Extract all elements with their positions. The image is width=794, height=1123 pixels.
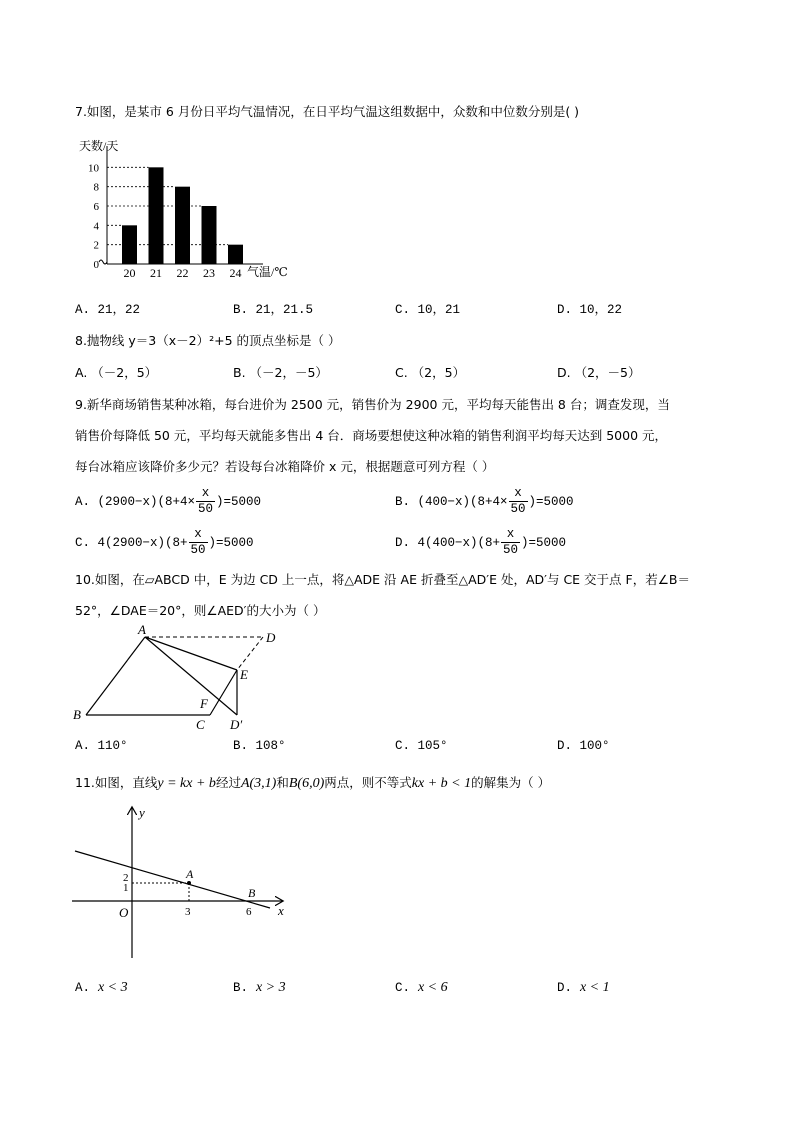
q10-option-a: A. 110° [75, 739, 128, 753]
label-a: A [138, 622, 146, 637]
label-y: y [139, 805, 145, 820]
segment-ab [86, 637, 145, 715]
label-f: F [200, 696, 208, 711]
x-tick-label-21: 21 [150, 266, 162, 280]
q8-option-d: D. （2，－5） [557, 365, 641, 380]
q11-option-d: D. x < 1 [557, 980, 610, 995]
y-tick-label-6: 6 [93, 201, 99, 213]
q8-option-a: A. （－2，5） [75, 365, 158, 380]
fraction: $\frac{x}{50}$ [503, 527, 519, 558]
tick-3: 3 [185, 906, 191, 918]
tick-6: 6 [246, 906, 252, 918]
y-tick-label-4: 4 [93, 220, 99, 233]
label-point-a: A [186, 867, 194, 881]
q7-bar-chart [75, 138, 305, 280]
fraction: $\frac{x}{50}$ [190, 527, 206, 558]
q10-line-1: 10.如图，在▱ABCD 中，E 为边 CD 上一点，将△ADE 沿 AE 折叠至△AD′E 处，AD′与 CE 交于点 F，若∠B＝ [75, 572, 690, 587]
q9-line-2: 销售价每降低 50 元，平均每天就能多售出 4 台．商场要想使这种冰箱的销售利润平均每天达到 5000 元， [75, 428, 668, 443]
segment-de-dashed [237, 637, 263, 670]
label-point-b: B [248, 886, 256, 900]
q8-text: 8.抛物线 y＝3（x－2）²+5 的顶点坐标是（ ） [75, 333, 341, 348]
q9-option-a: A. (2900−x)(8+4× $\frac{x}{50}$ )=5000 [75, 486, 262, 517]
x-tick-label-23: 23 [203, 266, 215, 280]
q9-line-3: 每台冰箱应该降价多少元？若设每台冰箱降价 x 元，根据题意可列方程（ ） [75, 459, 495, 474]
bar-24 [228, 245, 243, 264]
q10-line-2: 52°，∠DAE＝20°，则∠AED′的大小为（ ） [75, 603, 326, 618]
q8-option-b: B. （－2，－5） [233, 365, 328, 380]
q9-line-1: 9.新华商场销售某种冰箱，每台进价为 2500 元，销售价为 2900 元，平均每天能售出 8 台；调查发现，当 [75, 397, 670, 412]
y-axis-label: 天数/天 [79, 139, 119, 153]
q10-option-d: D. 100° [557, 739, 610, 753]
y-tick-label-2: 2 [93, 239, 99, 252]
q11-line-graph [70, 802, 292, 964]
label-origin: O [119, 905, 129, 920]
line-y-kx-b [75, 851, 270, 908]
label-d: D [266, 630, 276, 645]
label-x: x [278, 903, 284, 918]
label-d-prime: D′ [230, 717, 243, 732]
x-tick-label-24: 24 [229, 266, 242, 280]
q7-option-b: B. 21，21.5 [233, 303, 314, 317]
q9-option-c: C. 4(2900−x)(8+ $\frac{x}{50}$ )=5000 [75, 527, 254, 558]
segment-ec [210, 670, 237, 715]
q11-text: 11.如图，直线y = kx + b经过A(3,1)和B(6,0)两点，则不等式kx + b < 1的解集为（ ） [75, 775, 551, 791]
q11-option-a: A. x < 3 [75, 980, 128, 995]
q9-option-b: B. (400−x)(8+4× $\frac{x}{50}$ )=5000 [395, 486, 574, 517]
q11-option-c: C. x < 6 [395, 980, 448, 995]
segment-ae [145, 637, 237, 670]
fraction: $\frac{x}{50}$ [510, 486, 526, 517]
q7-option-c: C. 10，21 [395, 303, 461, 317]
tick-2: 2 [123, 872, 129, 884]
segment-ad-prime [145, 637, 237, 715]
x-tick-label-20: 20 [123, 266, 136, 280]
q7-option-a: A. 21，22 [75, 303, 141, 317]
q9-option-d: D. 4(400−x)(8+ $\frac{x}{50}$ )=5000 [395, 527, 567, 558]
x-tick-label-22: 22 [176, 266, 189, 280]
q8-option-c: C. （2，5） [395, 365, 466, 380]
y-tick-label-0: 0 [93, 259, 99, 271]
label-c: C [196, 717, 205, 732]
label-e: E [240, 667, 248, 682]
q10-option-c: C. 105° [395, 739, 448, 753]
q11-option-b: B. x > 3 [233, 980, 286, 995]
tick-1: 1 [123, 882, 129, 894]
axis-break [99, 260, 107, 264]
point-a [187, 881, 191, 885]
x-axis-label: 气温/℃ [247, 265, 288, 279]
q7-text: 7.如图，是某市 6 月份日平均气温情况，在日平均气温这组数据中，众数和中位数分别是( ) [75, 104, 580, 119]
fraction: $\frac{x}{50}$ [198, 486, 214, 517]
bar-22 [175, 187, 190, 264]
q10-parallelogram-diagram [70, 622, 290, 734]
bar-23 [202, 206, 217, 264]
q10-option-b: B. 108° [233, 739, 286, 753]
label-b: B [73, 707, 81, 722]
q7-option-d: D. 10，22 [557, 303, 623, 317]
y-tick-label-10: 10 [88, 162, 99, 175]
bar-21 [149, 167, 164, 264]
y-tick-label-8: 8 [93, 181, 99, 194]
